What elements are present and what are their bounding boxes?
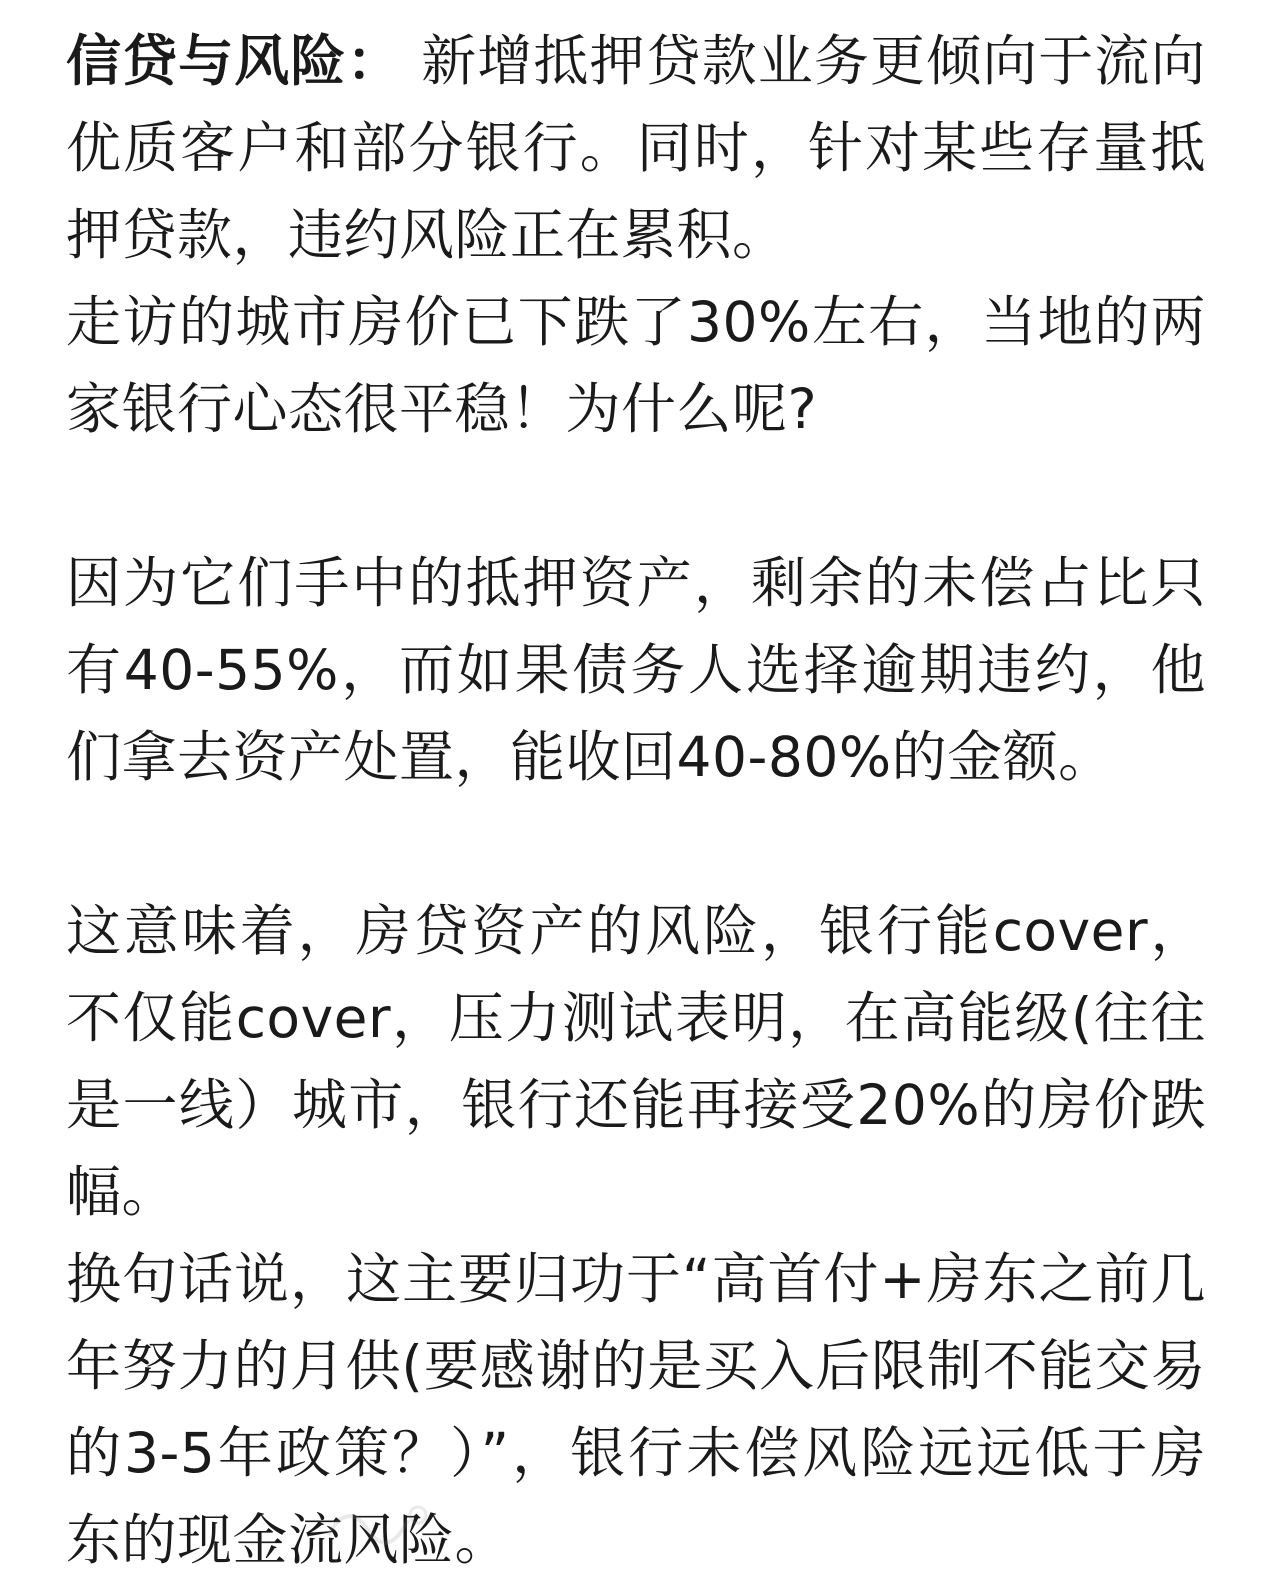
paragraph-credit-risk <box>66 18 1206 279</box>
paragraph-mortgage-assets: 因为它们手中的抵押资产，剩余的未偿占比只有40-55%，而如果债务人选择逾期违约，他们拿去资产处置，能收回40-80%的金额。 <box>66 551 1206 789</box>
paragraph-stress-test: 这意味着，房贷资产的风险，银行能cover，不仅能cover，压力测试表明，在高能级(往往是一线）城市，银行还能再接受20%的房价跌幅。 <box>66 899 1206 1224</box>
article-body <box>66 18 1206 1584</box>
section-heading: 信贷与风险： <box>66 29 403 93</box>
watermark-icon <box>318 1490 438 1550</box>
paragraph-city-visit: 走访的城市房价已下跌了30%左右，当地的两家银行心态很平稳！为什么呢? <box>66 290 1206 441</box>
paragraph-in-other-words: 换句话说，这主要归功于“高首付+房东之前几年努力的月供(要感谢的是买入后限制不能交易的3-5年政策？）”，银行未偿风险远远低于房东的现金流风险。 <box>66 1247 1206 1572</box>
paragraph-text: 新增抵押贷款业务更倾向于流向优质客户和部分银行。同时，针对某些存量抵押贷款，违约风险正在累积。 <box>66 29 1206 267</box>
